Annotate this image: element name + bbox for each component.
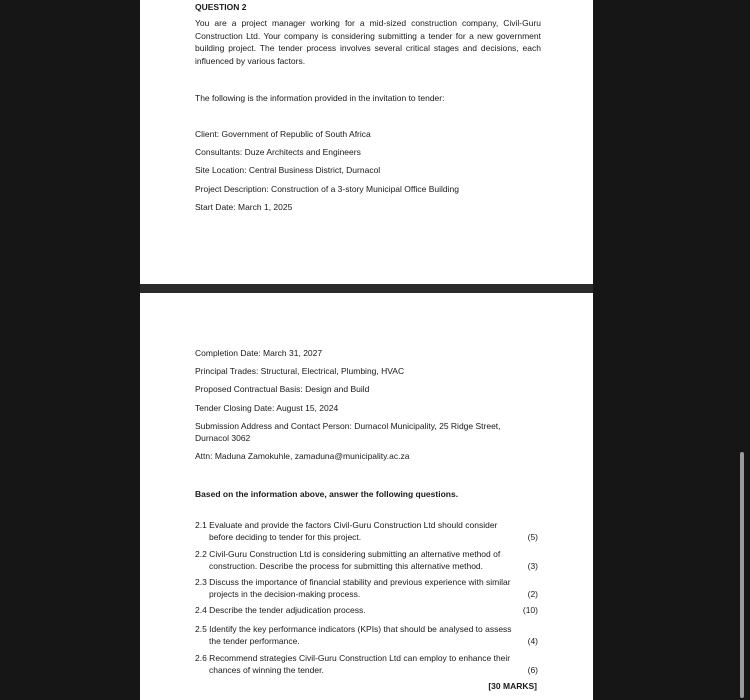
submission-address-line-1: Submission Address and Contact Person: Durnacol Municipality, 25 Ridge Street,: [195, 421, 501, 431]
instruction-line: Based on the information above, answer the following questions.: [195, 489, 459, 499]
site-location-line: Site Location: Central Business District, Durnacol: [195, 165, 381, 175]
question-line-1: 2.3 Discuss the importance of financial stability and previous experience with similar: [195, 577, 511, 587]
question-item: [195, 623, 541, 647]
client-line: Client: Government of Republic of South Africa: [195, 129, 371, 139]
question-item: [195, 604, 541, 616]
question-heading: QUESTION 2: [195, 2, 247, 12]
question-mark: (4): [527, 636, 538, 646]
question-line-1: 2.1 Evaluate and provide the factors Civil-Guru Construction Ltd should consider: [195, 520, 498, 530]
consultants-line: Consultants: Duze Architects and Engineers: [195, 147, 361, 157]
page-separator: [140, 284, 593, 293]
question-mark: (10): [522, 605, 538, 615]
document-page-1: [140, 0, 593, 284]
submission-address-line-2: Durnacol 3062: [195, 433, 251, 443]
question-line-1: 2.6 Recommend strategies Civil-Guru Construction Ltd can employ to enhance their: [195, 653, 511, 663]
question-line-1: 2.4 Describe the tender adjudication process.: [195, 605, 366, 615]
question-line-2: before deciding to tender for this project.: [209, 532, 362, 542]
question-item: [195, 576, 541, 600]
completion-date-line: Completion Date: March 31, 2027: [195, 348, 323, 358]
question-line-1: 2.5 Identify the key performance indicators (KPIs) that should be analysed to assess: [195, 624, 512, 634]
question-line-2: projects in the decision-making process.: [209, 589, 361, 599]
total-marks: [30 MARKS]: [488, 681, 537, 691]
question-mark: (2): [527, 589, 538, 599]
attention-line: Attn: Maduna Zamokuhle, zamaduna@municipality.ac.za: [195, 451, 410, 461]
question-line-2: chances of winning the tender.: [209, 665, 324, 675]
question-line-2: the tender performance.: [209, 636, 300, 646]
question-mark: (3): [527, 561, 538, 571]
vertical-scrollbar[interactable]: [740, 452, 744, 698]
question-item: [195, 652, 541, 676]
principal-trades-line: Principal Trades: Structural, Electrical, Plumbing, HVAC: [195, 366, 405, 376]
tender-closing-line: Tender Closing Date: August 15, 2024: [195, 403, 339, 413]
question-item: [195, 548, 541, 572]
question-line-2: construction. Describe the process for submitting this alternative method.: [209, 561, 484, 571]
question-item: [195, 519, 541, 543]
project-description-line: Project Description: Construction of a 3-story Municipal Office Building: [195, 184, 459, 194]
intro-paragraph: You are a project manager working for a mid-sized construction company, Civil-Guru Construction Ltd. Your company is considering submitting a tender for a new government building project. The tender process involves several critical stages and decisions, each influenced by various factors.: [195, 18, 541, 66]
question-mark: (6): [527, 665, 538, 675]
question-line-1: 2.2 Civil-Guru Construction Ltd is considering submitting an alternative method of: [195, 549, 501, 559]
contractual-basis-line: Proposed Contractual Basis: Design and Build: [195, 384, 370, 394]
document-page-2: [140, 293, 593, 700]
start-date-line: Start Date: March 1, 2025: [195, 202, 293, 212]
question-mark: (5): [527, 532, 538, 542]
invitation-lead: The following is the information provided in the invitation to tender:: [195, 93, 445, 103]
